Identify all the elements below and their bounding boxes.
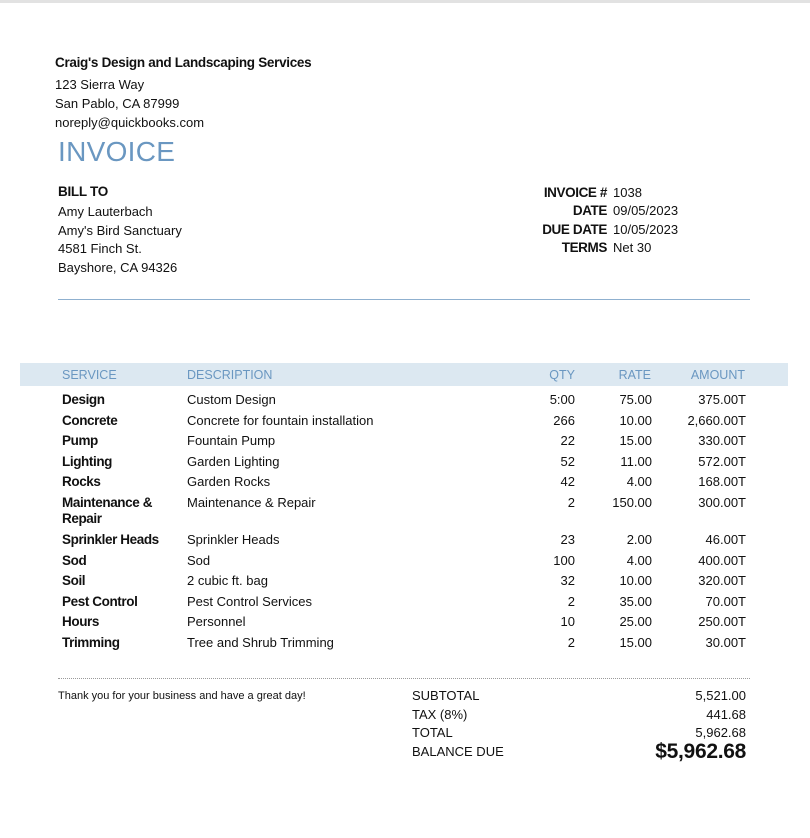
item-rate: 150.00	[612, 494, 652, 510]
meta-label: DUE DATE	[542, 221, 607, 237]
table-row	[0, 613, 810, 634]
meta-label: INVOICE #	[543, 184, 607, 200]
table-row	[0, 432, 810, 453]
table-row	[0, 494, 810, 531]
company-address-line-2: San Pablo, CA 87999	[55, 96, 180, 111]
item-rate: 15.00	[619, 634, 652, 650]
bill-to-address-line-1: 4581 Finch St.	[58, 241, 142, 256]
company-address-line-1: 123 Sierra Way	[55, 77, 145, 92]
item-amount: 572.00T	[698, 453, 746, 469]
tax-value: 441.68	[706, 706, 746, 722]
company-email: noreply@quickbooks.com	[55, 115, 205, 130]
bill-to-block	[58, 183, 182, 277]
item-amount: 330.00T	[698, 433, 746, 449]
item-service: Design	[62, 392, 105, 407]
item-description: Maintenance & Repair	[187, 494, 316, 510]
bill-to-name: Amy Lauterbach	[58, 204, 153, 219]
item-description: Personnel	[187, 614, 246, 630]
invoice-meta	[490, 183, 678, 257]
item-rate: 25.00	[619, 614, 652, 630]
item-amount: 375.00T	[698, 392, 746, 407]
item-qty: 5:00	[549, 392, 575, 407]
item-qty: 266	[553, 412, 575, 428]
balance-due-label: BALANCE DUE	[412, 743, 504, 759]
table-row	[0, 391, 810, 412]
item-description: Concrete for fountain installation	[187, 412, 374, 428]
total-label: TOTAL	[412, 725, 453, 740]
invoice-title: INVOICE	[58, 136, 176, 167]
item-description: Garden Rocks	[187, 474, 271, 490]
item-description: Sprinkler Heads	[187, 531, 280, 547]
item-service: Hours	[62, 614, 100, 630]
item-description: Garden Lighting	[187, 453, 280, 469]
item-rate: 75.00	[619, 392, 652, 407]
meta-due-date	[490, 220, 678, 239]
item-rate: 4.00	[626, 552, 652, 568]
line-items-header	[20, 363, 788, 386]
item-service: Trimming	[62, 634, 120, 650]
item-amount: 30.00T	[705, 634, 746, 650]
bill-to-label: BILL TO	[58, 184, 108, 199]
company-name: Craig's Design and Landscaping Services	[55, 55, 312, 70]
item-description: Custom Design	[187, 392, 276, 407]
totals-block	[412, 688, 746, 762]
meta-invoice-number	[490, 183, 678, 202]
bill-to-address-line-2: Bayshore, CA 94326	[58, 259, 178, 275]
item-service: Sprinkler Heads	[62, 531, 159, 547]
item-amount: 320.00T	[698, 573, 746, 589]
item-rate: 35.00	[619, 593, 652, 609]
bill-to-company: Amy's Bird Sanctuary	[58, 222, 182, 238]
subtotal-label: SUBTOTAL	[412, 688, 480, 703]
column-header-description: DESCRIPTION	[187, 368, 273, 382]
meta-value: Net 30	[613, 240, 652, 256]
subtotal-value: 5,521.00	[695, 688, 746, 703]
item-amount: 2,660.00T	[687, 412, 746, 428]
tax-row	[412, 707, 746, 726]
item-amount: 46.00T	[705, 531, 746, 547]
column-header-qty: QTY	[549, 368, 575, 382]
item-qty: 52	[560, 453, 575, 469]
totals-divider	[58, 678, 750, 679]
table-row	[0, 634, 810, 655]
total-value: 5,962.68	[695, 725, 746, 740]
item-description: 2 cubic ft. bag	[187, 573, 268, 589]
column-header-rate: RATE	[618, 368, 651, 382]
item-qty: 2	[567, 494, 575, 510]
meta-value: 10/05/2023	[613, 221, 679, 237]
item-qty: 100	[553, 552, 575, 568]
item-qty: 2	[567, 593, 575, 609]
item-qty: 2	[567, 634, 575, 650]
item-description: Pest Control Services	[187, 593, 312, 609]
item-amount: 300.00T	[698, 494, 746, 510]
item-rate: 4.00	[626, 474, 652, 490]
item-qty: 23	[560, 531, 575, 547]
item-service: Concrete	[62, 412, 118, 428]
page-top-edge	[0, 0, 810, 3]
meta-value: 09/05/2023	[613, 203, 679, 219]
item-qty: 10	[560, 614, 575, 630]
item-qty: 42	[560, 474, 575, 490]
line-items	[0, 391, 810, 655]
item-rate: 11.00	[620, 453, 652, 469]
table-row	[0, 473, 810, 494]
item-rate: 10.00	[619, 412, 652, 428]
item-service: Sod	[62, 552, 87, 568]
item-rate: 10.00	[619, 573, 652, 589]
meta-date	[490, 202, 678, 221]
item-rate: 2.00	[626, 531, 652, 547]
table-row	[0, 552, 810, 573]
header-divider	[58, 299, 750, 300]
table-row	[0, 572, 810, 593]
item-amount: 250.00T	[698, 614, 746, 630]
meta-label: TERMS	[561, 240, 607, 256]
item-service: Lighting	[62, 453, 113, 469]
column-header-service: SERVICE	[62, 368, 117, 382]
table-row	[0, 453, 810, 474]
table-row	[0, 412, 810, 433]
balance-due-value: $5,962.68	[655, 739, 746, 763]
tax-label: TAX (8%)	[412, 706, 468, 722]
item-amount: 400.00T	[698, 552, 746, 568]
meta-value: 1038	[613, 184, 642, 200]
item-description: Tree and Shrub Trimming	[187, 634, 334, 650]
item-service: Maintenance & Repair	[62, 494, 153, 526]
item-qty: 22	[560, 433, 575, 449]
item-service: Rocks	[62, 474, 101, 490]
thank-you-note: Thank you for your business and have a great day!	[58, 690, 306, 702]
balance-due-row	[412, 739, 746, 763]
item-service: Soil	[62, 573, 86, 589]
item-amount: 168.00T	[698, 474, 746, 490]
item-amount: 70.00T	[705, 593, 746, 609]
meta-terms	[490, 239, 678, 258]
table-row	[0, 593, 810, 614]
table-row	[0, 531, 810, 552]
meta-label: DATE	[572, 203, 607, 219]
item-description: Fountain Pump	[187, 433, 276, 449]
column-header-amount: AMOUNT	[690, 368, 745, 382]
item-description: Sod	[187, 552, 211, 568]
subtotal-row	[412, 688, 746, 707]
company-info	[55, 55, 311, 132]
item-service: Pest Control	[62, 593, 138, 609]
item-service: Pump	[62, 433, 98, 449]
item-qty: 32	[560, 573, 575, 589]
item-rate: 15.00	[619, 433, 652, 449]
